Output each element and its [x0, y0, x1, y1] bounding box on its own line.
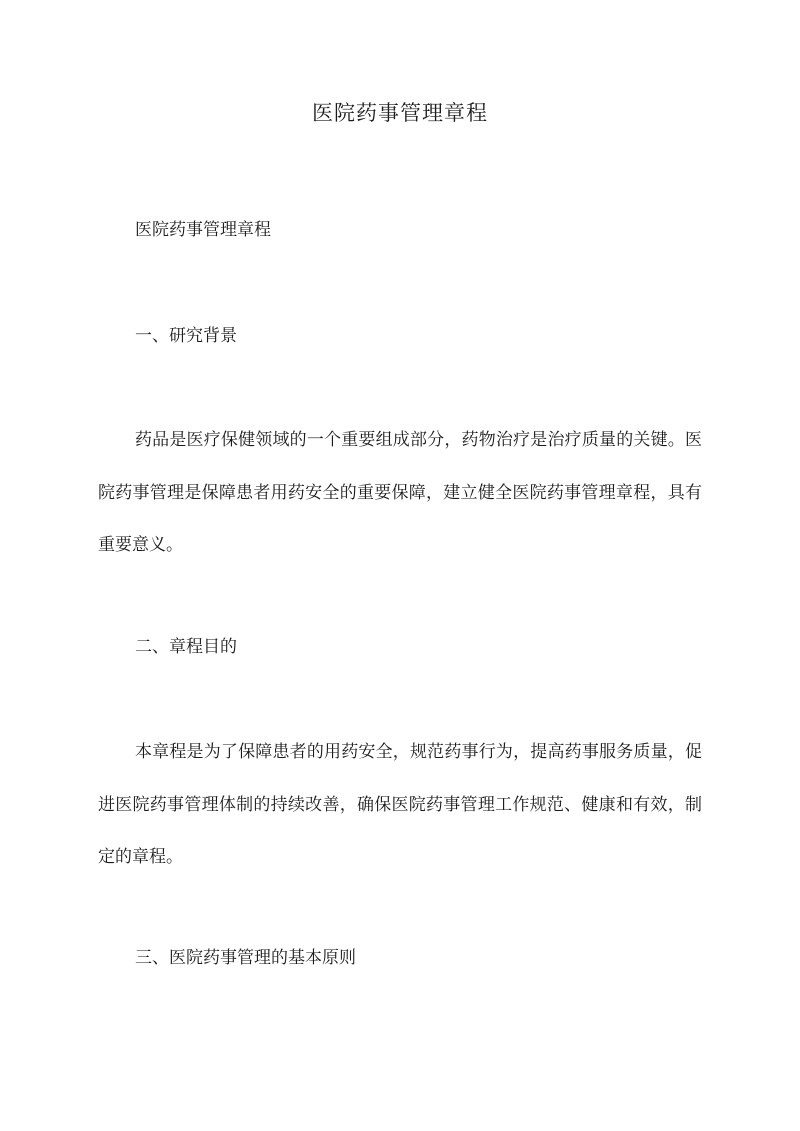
section-body-background: 药品是医疗保健领域的一个重要组成部分，药物治疗是治疗质量的关键。医院药事管理是保障患者用药安全的重要保障，建立健全医院药事管理章程，具有重要意义。: [98, 430, 702, 555]
section-heading-background: 一、研究背景: [135, 326, 237, 346]
document-subtitle: 医院药事管理章程: [135, 220, 271, 240]
document-title: 医院药事管理章程: [312, 101, 488, 125]
section-heading-principles: 三、医院药事管理的基本原则: [135, 948, 356, 968]
section-heading-purpose: 二、章程目的: [135, 637, 237, 657]
section-body-purpose: 本章程是为了保障患者的用药安全，规范药事行为，提高药事服务质量，促进医院药事管理体制的持续改善，确保医院药事管理工作规范、健康和有效，制定的章程。: [98, 742, 702, 867]
